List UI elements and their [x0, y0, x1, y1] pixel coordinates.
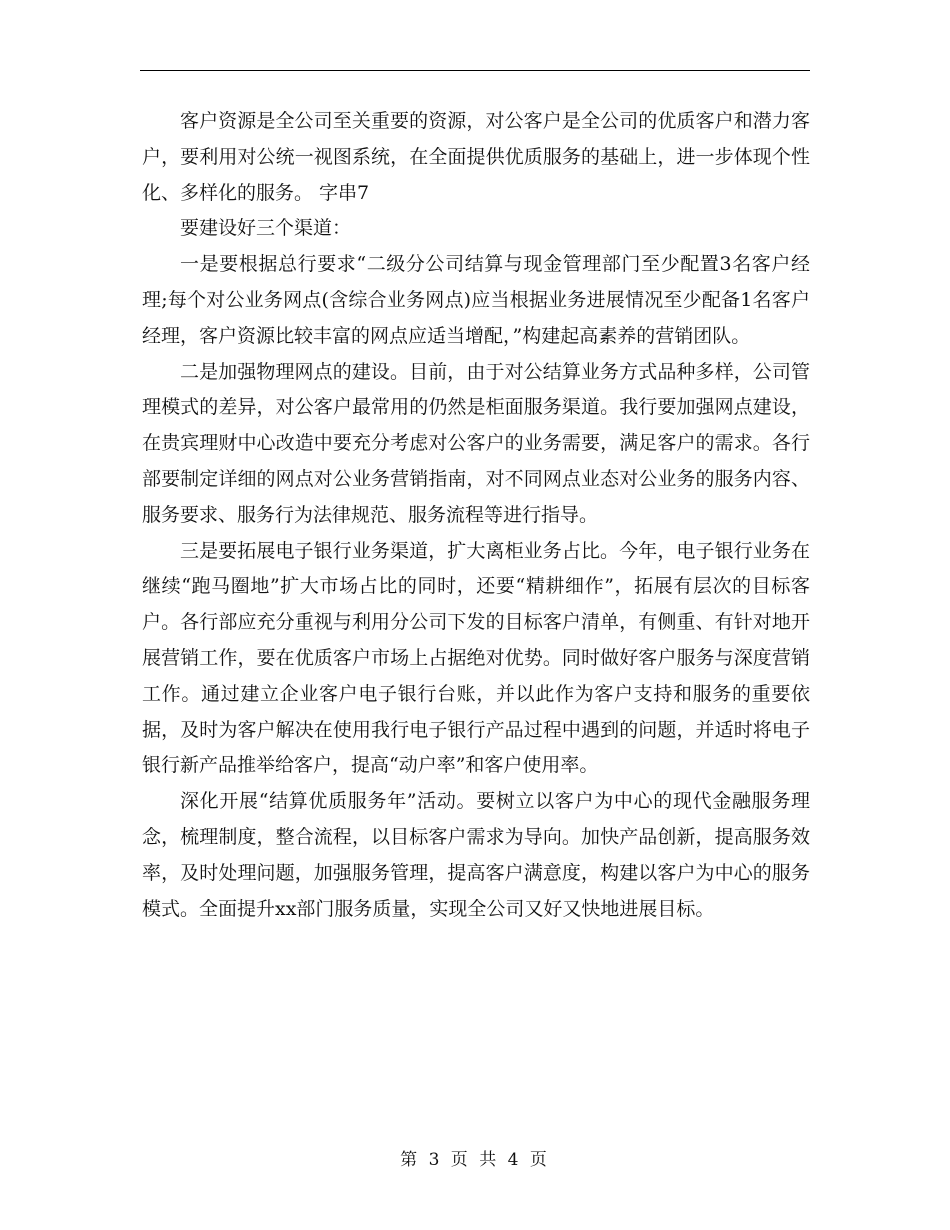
document-body: [142, 104, 810, 927]
paragraph-channel-one: 一是要根据总行要求“二级分公司结算与现金管理部门至少配置3名客户经理;每个对公业务网点(含综合业务网点)应当根据业务进展情况至少配备1名客户经理，客户资源比较丰富的网点应适当增配，”构建起高素养的营销团队。: [142, 253, 810, 347]
paragraph-service-year: 深化开展“结算优质服务年”活动。要树立以客户为中心的现代金融服务理念，梳理制度，整合流程，以目标客户需求为导向。加快产品创新，提高服务效率，及时处理问题，加强服务管理，提高客户满意度，构建以客户为中心的服务模式。全面提升xx部门服务质量，实现全公司又好又快地进展目标。: [142, 790, 810, 920]
header-rule: [140, 70, 810, 71]
paragraph-channel-two: 二是加强物理网点的建设。目前，由于对公结算业务方式品种多样，公司管理模式的差异，对公客户最常用的仍然是柜面服务渠道。我行要加强网点建设，在贵宾理财中心改造中要充分考虑对公客户的业务需要，满足客户的需求。各行部要制定详细的网点对公业务营销指南，对不同网点业态对公业务的服务内容、服务要求、服务行为法律规范、服务流程等进行指导。: [142, 360, 810, 526]
page-footer: 第 3 页 共 4 页: [400, 1150, 550, 1170]
paragraph-channel-three: 三是要拓展电子银行业务渠道，扩大离柜业务占比。今年，电子银行业务在继续“跑马圈地”扩大市场占比的同时，还要“精耕细作”，拓展有层次的目标客户。各行部应充分重视与利用分公司下发的目标客户清单，有侧重、有针对地开展营销工作，要在优质客户市场上占据绝对优势。同时做好客户服务与深度营销工作。通过建立企业客户电子银行台账，并以此作为客户支持和服务的重要依据，及时为客户解决在使用我行电子银行产品过程中遇到的问题，并适时将电子银行新产品推举给客户，提高“动户率”和客户使用率。: [142, 539, 810, 777]
paragraph-customer-resources: 客户资源是全公司至关重要的资源，对公客户是全公司的优质客户和潜力客户，要利用对公统一视图系统，在全面提供优质服务的基础上，进一步体现个性化、多样化的服务。 字串7: [142, 110, 810, 204]
paragraph-three-channels-intro: 要建设好三个渠道：: [180, 217, 352, 240]
